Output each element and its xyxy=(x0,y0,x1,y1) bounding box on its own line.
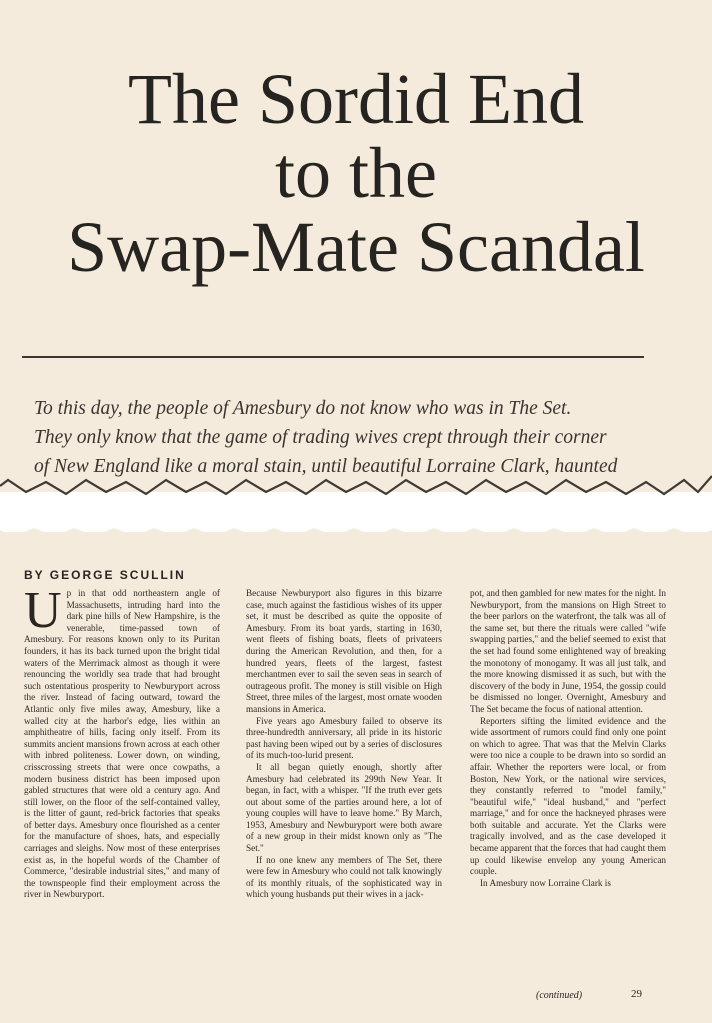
paragraph xyxy=(24,582,220,901)
continued-note: (continued) xyxy=(536,990,583,1001)
deck-line-3: of New England like a moral stain, until beautiful Lorraine Clark, haunted xyxy=(34,456,618,477)
deck-line-2: They only know that the game of trading wives crept through their corner xyxy=(34,427,607,448)
byline: BY GEORGE SCULLIN xyxy=(24,568,186,582)
paragraph: Because Newburyport also figures in this bizarre case, much against the fastidious wishes of its upper set, it must be described as quite the opposite of Amesbury. From its boat yards, starting in 1630, went fleets of fishing boats, fleets of privateers during the American Revolution, and then, for a hundred years, fleets of the largest, fastest merchantmen ever to sail the seven seas in search of outrageous profit. The money is still visible on High Street, three miles of the largest, most ornate wooden mansions in America. xyxy=(246,588,442,714)
headline-line-2: to the xyxy=(275,133,437,213)
article-column-2 xyxy=(246,588,442,901)
paragraph: Reporters sifting the limited evidence and the wide assortment of rumors could find only one point on which to agree. That was that the Melvin Clarks were too nice a couple to be drawn into so sordid an affair. Whether the reporters were local, or from Boston, New York, or the national wire services, they constantly referred to "model family," "beautiful wife," "ideal husband," and "perfect marriage," and for once the hackneyed phrases were both suitable and accurate. Yet the Clarks were tragically involved, and as the case developed it became apparent that the forces that had caught them up could likewise envelop any young American couple. xyxy=(470,715,666,877)
paragraph: It all began quietly enough, shortly after Amesbury had celebrated its 299th New Year. It began, in fact, with a whisper. "If the truth ever gets out about some of the parties around here, a lot of young couples will have to leave home." By March, 1953, Amesbury and Newburyport were both aware of a new group in their midst known only as "The Set." xyxy=(246,761,442,854)
paragraph-text: p in that odd northeastern angle of Massachusetts, intruding hard into the dark pine hills of New Hampshire, is the venerable, time-passed town of Amesbury. For reasons known only to its Puritan founders, it has its back turned upon the bright tidal waters of the Merrimack almost as though it were renouncing the worldly sea trade that had brought such ostentatious prosperity to Newburyport across the river. Instead of facing outward, toward the Atlantic only five miles away, Amesbury, like a walled city at the harbor's edge, lies within an amphitheatre of hills, facing only itself. From its summits ancient mansions frown across at each other with inbred politeness. Lower down, on winding, crisscrossing streets that were once cowpaths, a modern business district has been imposed upon gabled structures that were old a century ago. And still lower, on the floor of the self-contained valley, is the litter of gaunt, red-brick factories that speaks of better days. Amesbury once flourished as a center for the manufacture of shoes, hats, and especially carriages and sleighs. Now most of these enterprises exist as, in the hopeful words of the Chamber of Commerce, "desirable industrial sites," and many of the townspeople find their employment across the river in Newburyport. xyxy=(24,588,220,900)
page-number: 29 xyxy=(631,988,642,1000)
deck-subheading xyxy=(34,394,674,481)
paragraph: pot, and then gambled for new mates for the night. In Newburyport, from the mansions on High Street to the beer parlors on the waterfront, the talk was all of the same set, but there the rituals were called "wife swapping parties," and the belief seemed to exist that the set had found some enlightened way of breaking the monotony of monogamy. It was all just talk, and the more knowing dismissed it as such, but with the discovery of the body in June, 1954, the gossip could be dismissed no longer. Overnight, Amesbury and The Set became the focus of national attention. xyxy=(470,588,666,714)
paragraph: In Amesbury now Lorraine Clark is xyxy=(480,877,611,888)
headline-line-1: The Sordid End xyxy=(128,59,584,139)
deck-line-1: To this day, the people of Amesbury do not know who was in The Set. xyxy=(34,398,572,419)
drop-cap: U xyxy=(24,582,62,639)
headline xyxy=(0,59,712,287)
article-column-3 xyxy=(470,588,666,889)
headline-rule xyxy=(22,356,644,358)
paragraph: Five years ago Amesbury failed to observe its three-hundredth anniversary, all pride in its historic past having been wiped out by a series of disclosures of its much-too-lurid present. xyxy=(246,715,442,761)
headline-line-3: Swap-Mate Scandal xyxy=(67,207,645,287)
article-column-1 xyxy=(24,582,220,901)
paragraph: If no one knew any members of The Set, there were few in Amesbury who could not talk knowingly of its monthly rituals, of the sophisticated way in which young husbands put their wives in a jack- xyxy=(246,854,442,900)
